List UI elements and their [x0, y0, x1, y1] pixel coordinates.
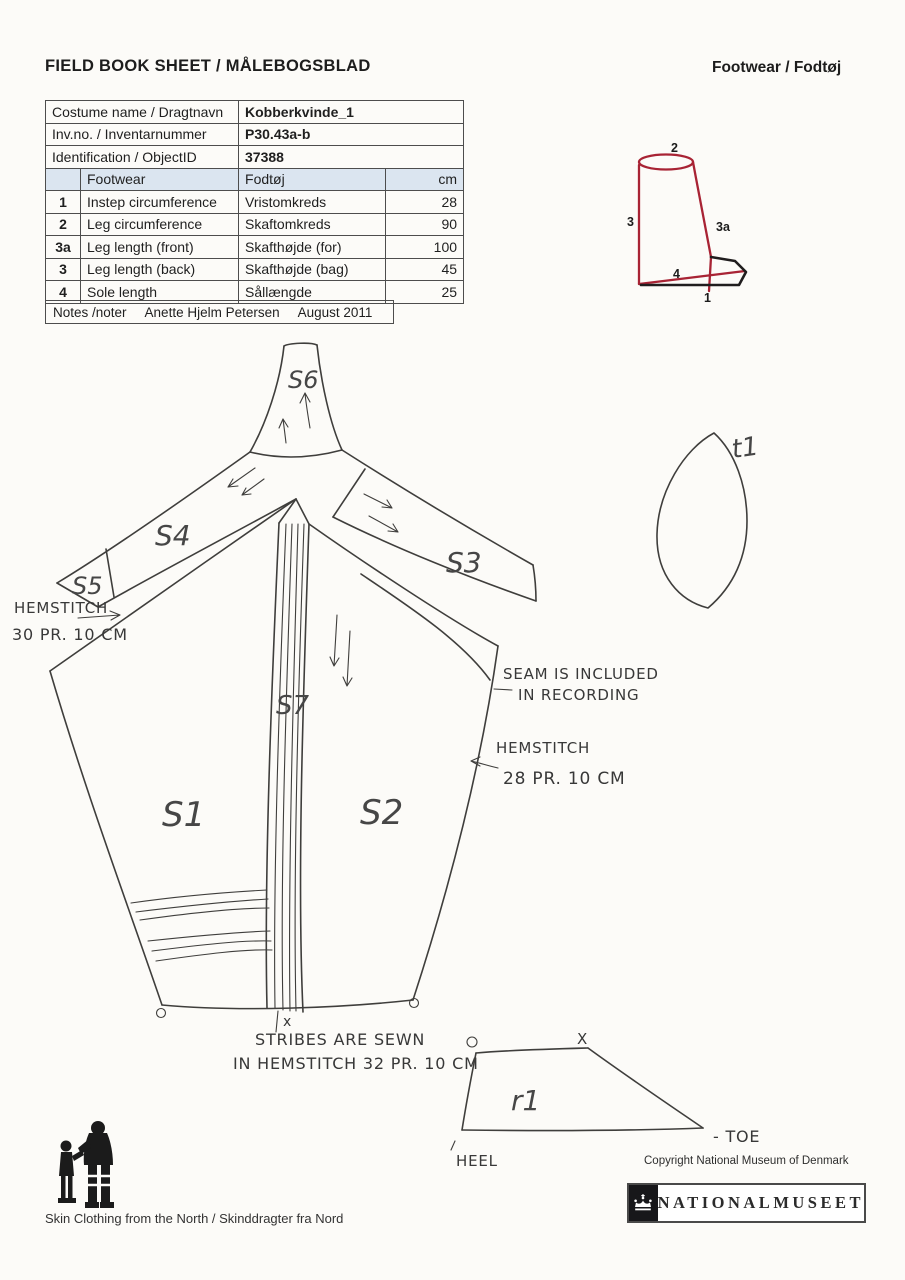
notes-date: August 2011 [297, 304, 373, 320]
info-label: Identification / ObjectID [46, 146, 239, 169]
piece-label-s1: S1 [162, 795, 206, 835]
seam-sliver-line [361, 574, 490, 680]
piece-s2-outline [309, 524, 498, 1000]
piece-r1-outline [451, 1037, 703, 1150]
grain-arrow [369, 516, 398, 532]
boot-label-3a: 3a [716, 220, 730, 234]
notes-box [45, 300, 394, 324]
header-unit: cm [386, 168, 464, 191]
boot-label-4: 4 [673, 267, 680, 281]
hemstitch-left-note: HEMSTITCH [14, 599, 109, 617]
piece-s6-outline [250, 343, 342, 457]
annotation-arrow [78, 611, 120, 620]
annotation-arrow [471, 757, 498, 768]
category-title: Footwear / Fodtøj [712, 59, 842, 76]
center-tick [276, 1011, 278, 1032]
row-cm: 90 [386, 213, 464, 236]
row-da: Skaftomkreds [239, 213, 386, 236]
museum-name: NATIONALMUSEET [657, 1193, 864, 1212]
row-en: Leg circumference [81, 213, 239, 236]
grain-arrow [228, 468, 255, 487]
table-row [46, 236, 464, 259]
piece-t1-outline [657, 433, 747, 608]
stripes-note-line2: IN HEMSTITCH 32 PR. 10 CM [233, 1054, 479, 1073]
piece-s4-s5-outline [57, 452, 296, 607]
hemstitch-left-count: 30 PR. 10 CM [12, 625, 128, 644]
row-cm: 25 [386, 281, 464, 304]
header-da: Fodtøj [239, 168, 386, 191]
stripes-note-line1: STRIBES ARE SEWN [255, 1030, 426, 1049]
info-label: Costume name / Dragtnavn [46, 101, 239, 124]
annotation-dash [494, 689, 512, 690]
info-value: P30.43a-b [239, 123, 464, 146]
heel-tick [451, 1141, 455, 1150]
skin-clothing-logo [48, 1118, 128, 1210]
o-mark [157, 1009, 166, 1018]
o-mark [410, 999, 419, 1008]
row-da: Skafthøjde (for) [239, 236, 386, 259]
heel-label: HEEL [456, 1152, 498, 1170]
boot-foot-outline [641, 257, 746, 285]
boot-leg-outline [639, 155, 745, 292]
copyright-text: Copyright National Museum of Denmark [644, 1155, 849, 1167]
hemstitch-right-count: 28 PR. 10 CM [503, 769, 626, 789]
piece-label-s3: S3 [446, 546, 482, 579]
notes-label: Notes /noter [53, 304, 127, 320]
grain-arrow [364, 494, 392, 508]
x-mark-label: x [283, 1014, 293, 1030]
grain-arrow [279, 419, 288, 443]
row-cm: 100 [386, 236, 464, 259]
boot-label-3: 3 [627, 215, 634, 229]
header-num [46, 168, 81, 191]
table-row [46, 258, 464, 281]
piece-s1-outline [50, 499, 413, 1009]
boot-measurement-diagram [600, 135, 775, 315]
piece-label-t1: t1 [729, 431, 761, 465]
boot-label-2: 2 [671, 141, 678, 155]
grain-arrow [242, 479, 264, 495]
row-cm: 28 [386, 191, 464, 214]
piece-label-s7: S7 [276, 691, 310, 721]
grain-arrow [330, 615, 339, 666]
museum-logo-box [627, 1183, 866, 1223]
row-en: Instep circumference [81, 191, 239, 214]
info-value: 37388 [239, 146, 464, 169]
crown-block [629, 1185, 658, 1221]
row-num: 4 [46, 281, 81, 304]
piece-s7-outline [266, 523, 309, 1012]
table-row [46, 146, 464, 169]
logo-caption: Skin Clothing from the North / Skinddragter fra Nord [45, 1211, 344, 1226]
boot-label-1: 1 [704, 291, 711, 305]
s1-stripes [131, 890, 272, 961]
table-row [46, 101, 464, 124]
row-cm: 45 [386, 258, 464, 281]
piece-label-s6: S6 [288, 366, 319, 394]
page-title: FIELD BOOK SHEET / MÅLEBOGSBLAD [45, 57, 371, 75]
grain-arrow [343, 631, 352, 686]
info-label: Inv.no. / Inventarnummer [46, 123, 239, 146]
row-num: 1 [46, 191, 81, 214]
seam-note-line2: IN RECORDING [518, 686, 640, 704]
row-en: Leg length (front) [81, 236, 239, 259]
piece-s3-outline [333, 450, 536, 601]
header-en: Footwear [81, 168, 239, 191]
row-da: Vristomkreds [239, 191, 386, 214]
x-mark-label: X [577, 1030, 589, 1048]
grain-arrow [300, 393, 310, 428]
toe-label: - TOE [713, 1127, 761, 1146]
row-num: 3a [46, 236, 81, 259]
piece-label-s5: S5 [72, 572, 103, 600]
piece-label-s4: S4 [155, 519, 191, 552]
piece-label-s2: S2 [360, 793, 404, 833]
notes-author: Anette Hjelm Petersen [144, 304, 280, 320]
row-da: Sållængde [239, 281, 386, 304]
hemstitch-right-note: HEMSTITCH [496, 739, 591, 757]
measurement-table [45, 100, 464, 304]
row-da: Skafthøjde (bag) [239, 258, 386, 281]
row-en: Leg length (back) [81, 258, 239, 281]
info-value: Kobberkvinde_1 [239, 101, 464, 124]
table-row [46, 213, 464, 236]
row-num: 3 [46, 258, 81, 281]
o-mark [467, 1037, 477, 1047]
row-en: Sole length [81, 281, 239, 304]
table-row [46, 191, 464, 214]
seam-note-line1: SEAM IS INCLUDED [503, 665, 659, 683]
table-row [46, 123, 464, 146]
table-header-row [46, 168, 464, 191]
row-num: 2 [46, 213, 81, 236]
piece-label-r1: r1 [511, 1084, 541, 1117]
crown-icon [631, 1192, 655, 1214]
